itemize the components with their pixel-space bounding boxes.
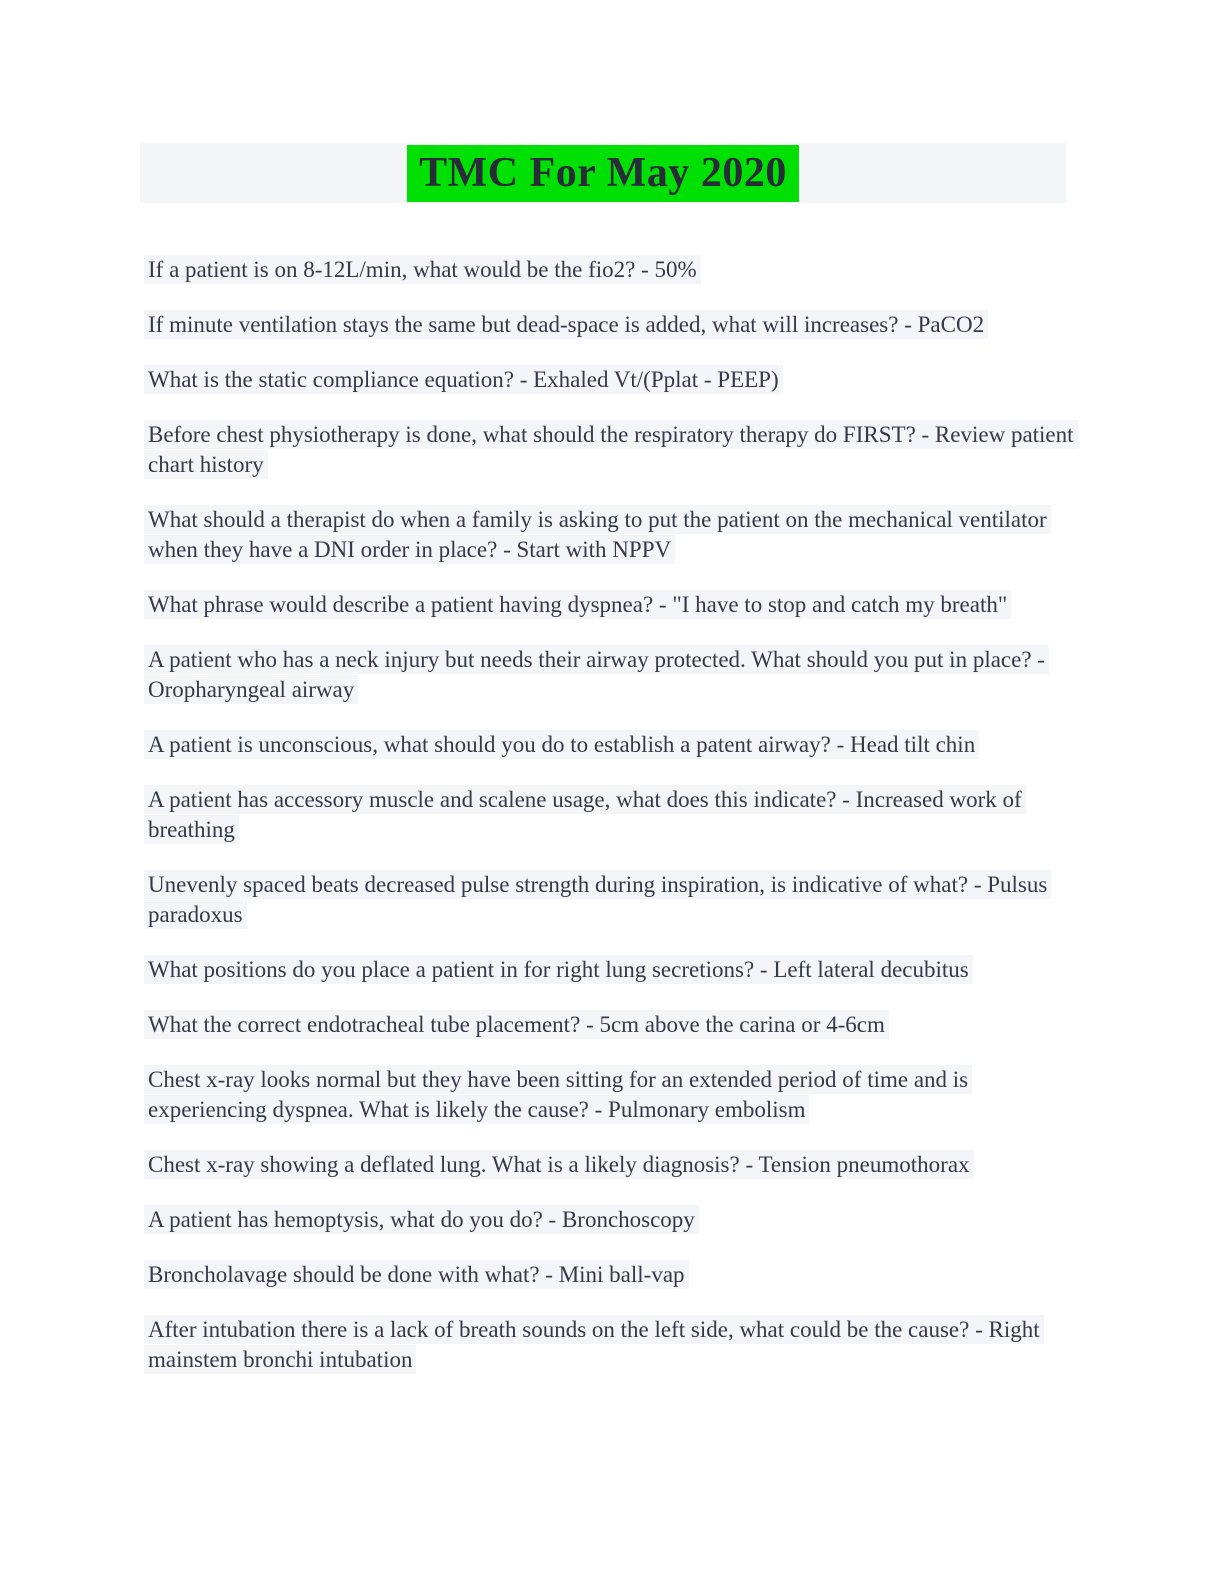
qa-list — [144, 255, 1076, 1375]
qa-item — [144, 1065, 1076, 1125]
qa-text: A patient who has a neck injury but needs their airway protected. What should you put in place? - Oropharyngeal airway — [144, 645, 1049, 704]
qa-text: Chest x-ray looks normal but they have been sitting for an extended period of time and is experiencing dyspnea. What is likely the cause? - Pulmonary embolism — [144, 1065, 972, 1124]
page-title: TMC For May 2020 — [407, 145, 799, 202]
title-band — [140, 143, 1066, 203]
qa-text: A patient has hemoptysis, what do you do? - Bronchoscopy — [144, 1205, 699, 1234]
qa-item — [144, 1010, 1076, 1040]
qa-text: Chest x-ray showing a deflated lung. What is a likely diagnosis? - Tension pneumothorax — [144, 1150, 974, 1179]
qa-item — [144, 1260, 1076, 1290]
qa-text: A patient is unconscious, what should you do to establish a patent airway? - Head tilt chin — [144, 730, 979, 759]
qa-text: Broncholavage should be done with what? - Mini ball-vap — [144, 1260, 689, 1289]
qa-text: A patient has accessory muscle and scalene usage, what does this indicate? - Increased work of breathing — [144, 785, 1026, 844]
qa-item — [144, 645, 1076, 705]
qa-item — [144, 505, 1076, 565]
qa-text: Before chest physiotherapy is done, what should the respiratory therapy do FIRST? - Review patient chart history — [144, 420, 1078, 479]
qa-item — [144, 1315, 1076, 1375]
qa-item — [144, 420, 1076, 480]
qa-text: What the correct endotracheal tube placement? - 5cm above the carina or 4-6cm — [144, 1010, 889, 1039]
qa-text: Unevenly spaced beats decreased pulse strength during inspiration, is indicative of what? - Pulsus paradoxus — [144, 870, 1051, 929]
qa-text: What phrase would describe a patient having dyspnea? - "I have to stop and catch my breath" — [144, 590, 1011, 619]
qa-item — [144, 730, 1076, 760]
qa-item — [144, 310, 1076, 340]
qa-item — [144, 785, 1076, 845]
qa-item — [144, 1205, 1076, 1235]
qa-text: After intubation there is a lack of breath sounds on the left side, what could be the cause? - Right mainstem bronchi intubation — [144, 1315, 1044, 1374]
qa-item — [144, 590, 1076, 620]
qa-item — [144, 870, 1076, 930]
qa-item — [144, 255, 1076, 285]
qa-item — [144, 1150, 1076, 1180]
qa-text: If a patient is on 8-12L/min, what would be the fio2? - 50% — [144, 255, 701, 284]
qa-text: What should a therapist do when a family is asking to put the patient on the mechanical ventilator when they have a DNI order in place? - Start with NPPV — [144, 505, 1051, 564]
qa-text: What positions do you place a patient in for right lung secretions? - Left lateral decubitus — [144, 955, 973, 984]
qa-item — [144, 955, 1076, 985]
qa-text: What is the static compliance equation? - Exhaled Vt/(Pplat - PEEP) — [144, 365, 783, 394]
qa-item — [144, 365, 1076, 395]
qa-text: If minute ventilation stays the same but dead-space is added, what will increases? - PaCO2 — [144, 310, 988, 339]
